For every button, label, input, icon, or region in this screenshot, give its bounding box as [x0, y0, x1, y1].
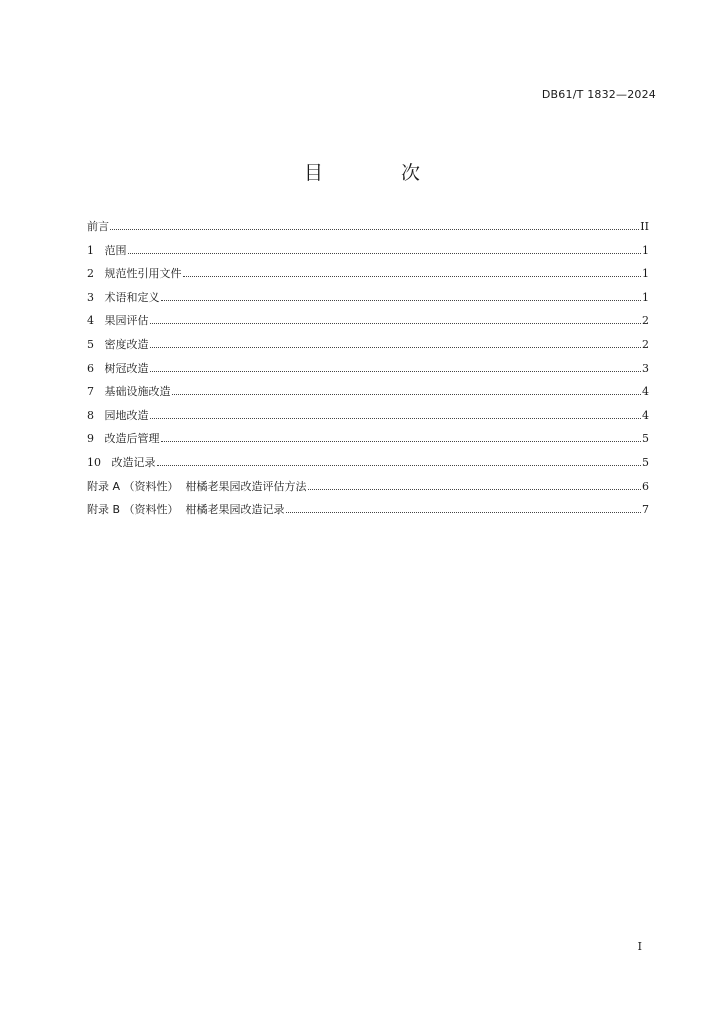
toc-entry-title: 附录 A （资料性） 柑橘老果园改造评估方法	[87, 479, 307, 493]
toc-entry-page: 1	[642, 243, 649, 257]
dot-leader	[150, 322, 642, 324]
dot-leader	[172, 393, 642, 395]
toc-entry-terms-definitions[interactable]	[87, 289, 649, 313]
dot-leader	[157, 464, 642, 466]
toc-entry-number: 3	[87, 290, 105, 304]
toc-entry-infrastructure-renovation[interactable]	[87, 383, 649, 407]
toc-entry-page: 1	[642, 267, 649, 281]
toc-entry-page: 4	[642, 385, 649, 399]
toc-entry-page: 5	[642, 432, 649, 446]
toc-entry-post-renovation-management[interactable]	[87, 430, 649, 454]
page-number: I	[637, 940, 642, 953]
toc-entry-normative-references[interactable]	[87, 265, 649, 289]
toc-entry-title: 基础设施改造	[104, 385, 171, 399]
toc-entry-number: 2	[87, 267, 105, 281]
dot-leader	[161, 440, 642, 442]
toc-entry-title: 改造后管理	[104, 432, 160, 446]
toc-entry-title: 园地改造	[104, 408, 149, 422]
dot-leader	[150, 346, 642, 348]
toc-entry-title: 果园评估	[104, 314, 149, 328]
toc-entry-page: 3	[642, 361, 649, 375]
toc-entry-number: 10	[87, 455, 112, 469]
toc-entry-land-renovation[interactable]	[87, 407, 649, 431]
toc-entry-title: 改造记录	[111, 455, 156, 469]
toc-entry-page: 1	[642, 290, 649, 304]
toc-entry-page: II	[640, 220, 649, 233]
toc-entry-page: 4	[642, 408, 649, 422]
toc-entry-number: 4	[87, 314, 105, 328]
dot-leader	[110, 228, 639, 230]
dot-leader	[128, 252, 642, 254]
toc-entry-title: 前言	[87, 220, 109, 233]
toc-entry-number: 1	[87, 243, 105, 257]
dot-leader	[150, 417, 642, 419]
toc-entry-foreword[interactable]	[87, 218, 649, 242]
standard-code: DB61/T 1832—2024	[541, 88, 656, 101]
toc-entry-renovation-records[interactable]	[87, 454, 649, 478]
toc-entry-number: 6	[87, 361, 105, 375]
dot-leader	[308, 488, 641, 490]
toc-entry-number: 5	[87, 337, 105, 351]
toc-entry-appendix-b[interactable]	[87, 501, 649, 525]
toc-entry-title: 范围	[104, 243, 127, 257]
page-title: 目 次	[303, 162, 457, 184]
toc-entry-title: 树冠改造	[104, 361, 149, 375]
toc-entry-number: 7	[87, 385, 105, 399]
dot-leader	[183, 275, 642, 277]
toc-entry-title: 附录 B （资料性） 柑橘老果园改造记录	[87, 503, 285, 517]
toc-entry-page: 6	[642, 479, 649, 493]
table-of-contents	[87, 218, 649, 525]
toc-entry-page: 2	[642, 314, 649, 328]
toc-entry-page: 5	[642, 455, 649, 469]
toc-entry-number: 9	[87, 432, 105, 446]
toc-entry-title: 密度改造	[104, 337, 149, 351]
dot-leader	[150, 370, 642, 372]
toc-entry-appendix-a[interactable]	[87, 478, 649, 502]
toc-entry-number: 8	[87, 408, 105, 422]
toc-entry-scope[interactable]	[87, 242, 649, 266]
dot-leader	[286, 511, 641, 513]
dot-leader	[161, 299, 642, 301]
toc-entry-canopy-renovation[interactable]	[87, 360, 649, 384]
toc-entry-density-renovation[interactable]	[87, 336, 649, 360]
toc-entry-orchard-assessment[interactable]	[87, 312, 649, 336]
toc-entry-title: 术语和定义	[104, 290, 160, 304]
toc-entry-title: 规范性引用文件	[104, 267, 182, 281]
toc-entry-page: 7	[642, 503, 649, 517]
toc-entry-page: 2	[642, 337, 649, 351]
